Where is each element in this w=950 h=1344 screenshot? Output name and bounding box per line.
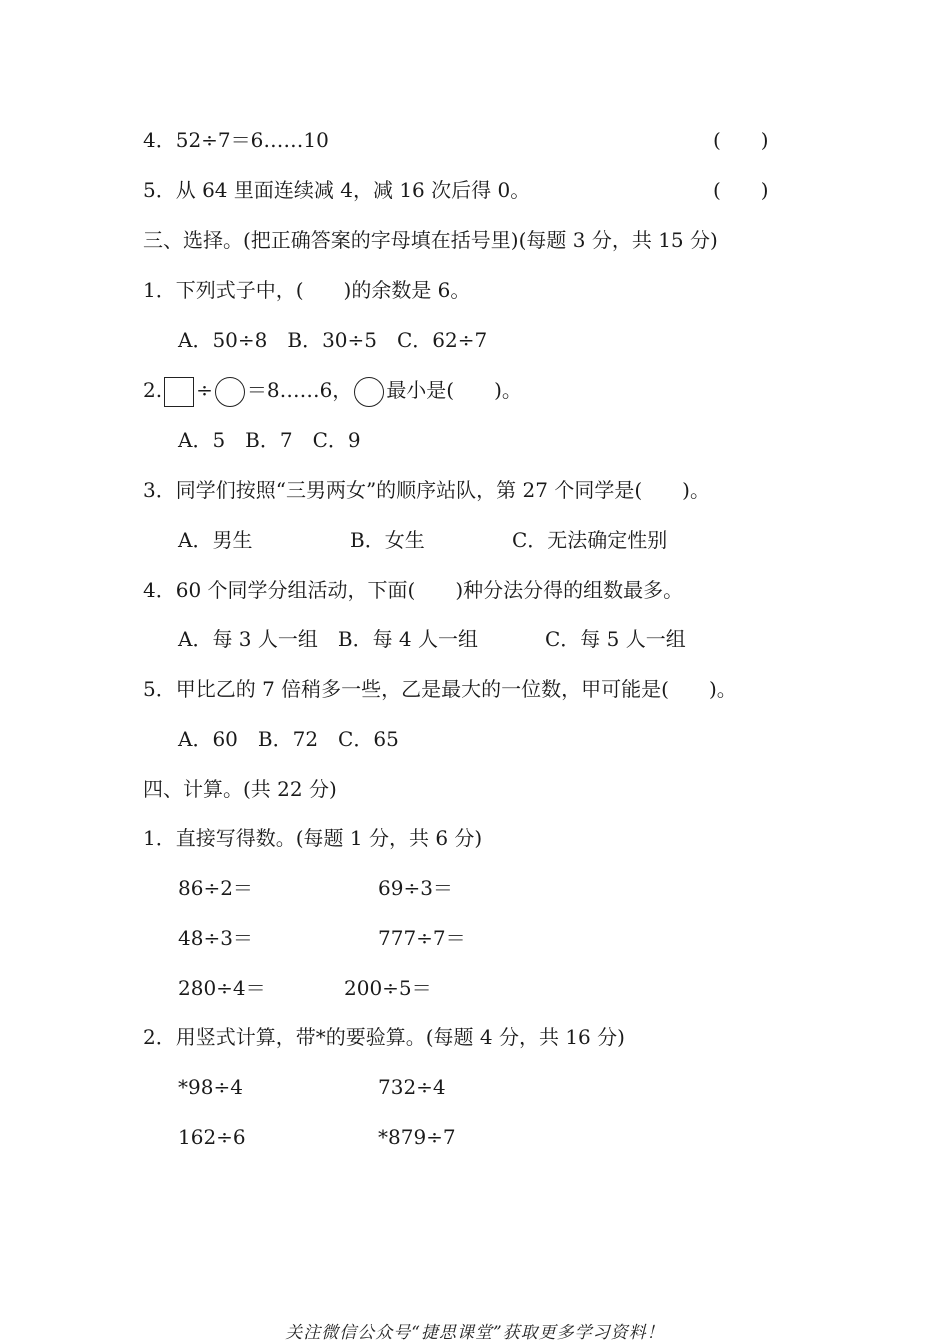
choice-q4-option-c: C．每 5 人一组	[545, 627, 686, 651]
choice-q2-stem	[143, 374, 522, 407]
calc-q1-item: 69÷3＝	[378, 876, 453, 900]
choice-q4-stem: 4．60 个同学分组活动，下面( )种分法分得的组数最多。	[143, 578, 684, 602]
calc-q1-item: 280÷4＝	[178, 976, 266, 1000]
section-heading-calc: 四、计算。(共 22 分)	[143, 777, 337, 801]
judge-q5: 5．从 64 里面连续减 4，减 16 次后得 0。	[143, 178, 531, 202]
choice-q3-option-b: B．女生	[350, 528, 425, 552]
choice-q1-options: A．50÷8 B．30÷5 C．62÷7	[178, 328, 488, 352]
calc-q2-item: *98÷4	[178, 1075, 243, 1099]
choice-q2-div: ÷	[196, 378, 213, 402]
choice-q2-result: ＝8……6，	[246, 378, 353, 402]
calc-q2-item: 162÷6	[178, 1125, 246, 1149]
judge-q4: 4．52÷7＝6……10	[143, 128, 329, 152]
choice-q5-options: A．60 B．72 C．65	[178, 727, 399, 751]
choice-q2-options: A．5 B．7 C．9	[178, 428, 361, 452]
judge-q4-answer-paren[interactable]: ( )	[713, 128, 769, 152]
square-blank-icon	[164, 377, 194, 407]
calc-q1-item: 777÷7＝	[378, 926, 466, 950]
choice-q3-option-a: A．男生	[178, 528, 253, 552]
choice-q1-stem: 1．下列式子中，( )的余数是 6。	[143, 278, 471, 302]
choice-q2-suffix: 最小是( )。	[386, 378, 522, 402]
choice-q5-stem: 5．甲比乙的 7 倍稍多一些，乙是最大的一位数，甲可能是( )。	[143, 677, 737, 701]
circle-blank-icon	[354, 377, 384, 407]
choice-q4-options-ab: A．每 3 人一组 B．每 4 人一组	[178, 627, 479, 651]
circle-blank-icon	[215, 377, 245, 407]
choice-q3-option-c: C．无法确定性别	[512, 528, 668, 552]
calc-q2-item: *879÷7	[378, 1125, 456, 1149]
choice-q3-stem: 3．同学们按照“三男两女”的顺序站队，第 27 个同学是( )。	[143, 478, 710, 502]
choice-q2-prefix: 2.	[143, 378, 163, 402]
calc-q1-item: 86÷2＝	[178, 876, 253, 900]
footer-promo: 关注微信公众号“捷思课堂”获取更多学习资料！	[285, 1323, 665, 1343]
judge-q5-answer-paren[interactable]: ( )	[713, 178, 769, 202]
section-heading-choice: 三、选择。(把正确答案的字母填在括号里)(每题 3 分，共 15 分)	[143, 228, 718, 252]
calc-q2-item: 732÷4	[378, 1075, 446, 1099]
calc-q1-title: 1．直接写得数。(每题 1 分，共 6 分)	[143, 826, 483, 850]
calc-q1-item: 200÷5＝	[344, 976, 432, 1000]
calc-q1-item: 48÷3＝	[178, 926, 253, 950]
calc-q2-title: 2．用竖式计算，带*的要验算。(每题 4 分，共 16 分)	[143, 1025, 625, 1049]
